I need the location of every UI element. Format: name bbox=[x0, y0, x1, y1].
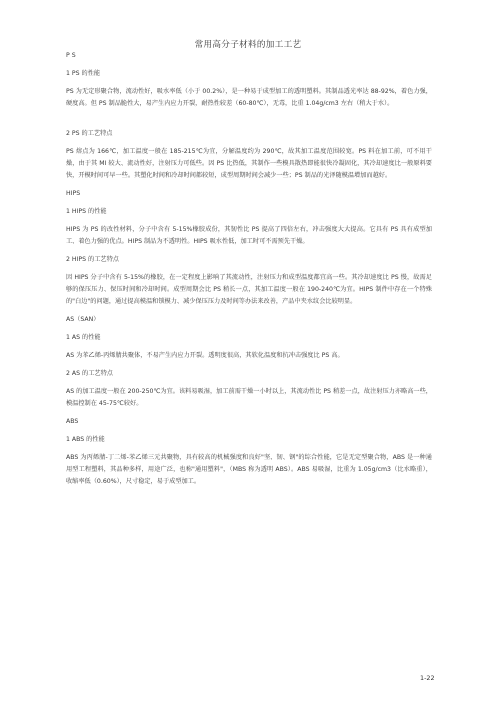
section-heading-abs: ABS bbox=[66, 418, 79, 425]
abs-properties-text: ABS 为丙烯腈-丁二烯-苯乙烯三元共聚物，具有较高的机械强度和良好"坚、韧、钢"的综合性能，它是无定型聚合物，ABS 是一种通用型工程塑料，其品种多样，用途广泛，也称"通用塑料"，（MBS 称为透明 ABS）。ABS 易吸湿，比重为 1.05g/cm3（比水略重），收缩率低（0.60%），尺寸稳定，易于成型加工。 bbox=[66, 454, 432, 485]
document-body bbox=[66, 50, 432, 488]
as-properties-text: AS 为苯乙烯-丙烯腈共聚体，不易产生内应力开裂。透明度很高，其软化温度和抗冲击强度比 PS 高。 bbox=[66, 352, 344, 359]
abs-properties-heading: 1 ABS 的性能 bbox=[66, 436, 105, 443]
as-process-text: AS 的加工温度一般在 200-250℃为宜。该料易吸湿，加工前需干燥一小时以上，其流动性比 PS 稍差一点，故注射压力亦略高一些，模温控制在 45-75℃较好。 bbox=[66, 388, 432, 407]
as-properties-heading: 1 AS 的性能 bbox=[66, 334, 101, 341]
section-heading-hips: HIPS bbox=[66, 190, 81, 197]
hips-properties-text: HIPS 为 PS 的改性材料，分子中含有 5-15%橡胶成份，其韧性比 PS 提高了四倍左右，冲击强度大大提高。它具有 PS 具有成型加工、着色力强的优点。HIPS 制品为不透明性。HIPS 吸水性低，加工时可不需预先干燥。 bbox=[66, 226, 432, 245]
document-title: 常用高分子材料的加工工艺 bbox=[194, 40, 302, 50]
section-heading-as: AS（SAN） bbox=[66, 316, 100, 323]
hips-properties-heading: 1 HIPS 的性能 bbox=[66, 208, 107, 215]
hips-process-heading: 2 HIPS 的工艺特点 bbox=[66, 256, 119, 263]
ps-properties-text: PS 为无定形聚合物，流动性好，吸水率低（小于 00.2%），是一种易于成型加工的透明塑料。其制品透光率达 88-92%，着色力强，硬度高。但 PS 制品脆性大，易产生内应力开裂，耐热性较差（60-80℃），无毒，比重 1.04g/cm3 左右（稍大于水）。 bbox=[66, 88, 432, 107]
ps-process-heading: 2 PS 的工艺特点 bbox=[66, 130, 113, 137]
page-number: 1-22 bbox=[420, 674, 435, 682]
as-process-heading: 2 AS 的工艺特点 bbox=[66, 370, 113, 377]
ps-properties-heading: 1 PS 的性能 bbox=[66, 70, 101, 77]
hips-process-text: 因 HIPS 分子中含有 5-15%的橡胶，在一定程度上影响了其流动性，注射压力和成型温度都宜高一些。其冷却速度比 PS 慢，故需足够的保压压力、保压时间和冷却时间。成型周期会比 PS 稍长一点，其加工温度一般在 190-240℃为宜。HIPS 制件中存在一个特殊的"白边"的问题，通过提高模温和锁模力、减少保压压力及时间等办法来改善，产品中夹水纹会比较明显。 bbox=[66, 274, 432, 305]
ps-process-text: PS 熔点为 166℃，加工温度一般在 185-215℃为宜，分解温度约为 290℃，故其加工温度范围较宽。PS 料在加工前，可不用干燥，由于其 MI 较大、流动性好，注射压力可低些。因 PS 比热低，其制作一些模具散热即能很快冷凝固化，其冷却速度比一般原料要快，开模时间可早一些。其塑化时间和冷却时间都较短，成型周期时间会减少一些；PS 制品的光泽随模温增加而越好。 bbox=[66, 148, 432, 179]
section-heading-ps: P S bbox=[66, 52, 76, 59]
